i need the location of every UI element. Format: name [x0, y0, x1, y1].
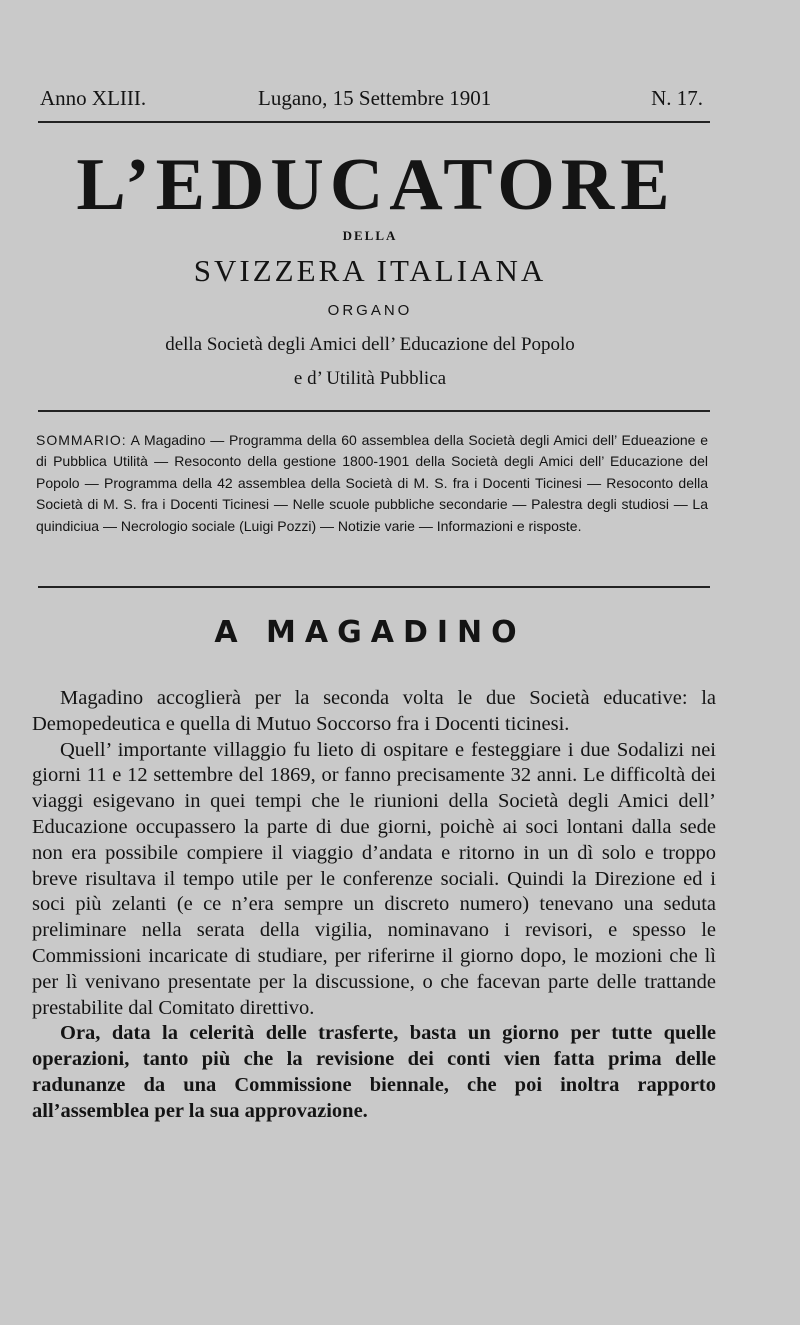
summary-rule [38, 586, 710, 588]
masthead-rule [38, 410, 710, 412]
masthead-society-line1: della Società degli Amici dell’ Educazione del Popolo [165, 334, 575, 355]
article-body [32, 686, 716, 1125]
summary-text: A Magadino — Programma della 60 assemblea della Società degli Amici dell’ Edueazione e di Pubblica Utilità — Resoconto della gestione 1800-1901 della Società degli Amici dell’ Educazione del Popolo — Programma della 42 assemblea della Società di M. S. fra i Docenti Ticinesi — Resoconto della Società di M. S. fra i Docenti Ticinesi — Nelle scuole pubbliche secondarie — Palestra degli studiosi — La quindiciua — Necrologio sociale (Luigi Pozzi) — Notizie varie — Informazioni e risposte. [36, 432, 709, 534]
masthead-society-line2: e d’ Utilità Pubblica [293, 368, 447, 389]
article-title: A MAGADINO [214, 615, 526, 650]
masthead-organo: ORGANO [327, 302, 413, 319]
masthead-title: L’EDUCATORE [76, 144, 676, 226]
issue-year: Anno XLIII. [40, 86, 147, 110]
masthead-region: SVIZZERA ITALIANA [193, 253, 547, 288]
article-paragraph: Quell’ importante villaggio fu lieto di ospitare e festeggiare i due Sodalizi nei giorni 11 e 12 settembre del 1869, or fanno precisamente 32 anni. Le difficoltà dei viaggi esigevano in quei tempi che le riunioni della Società degli Amici dell’ Educazione occupassero la parte di due giorni, poichè ai soci lontani dalla sede non era possibile compiere il viaggio d’andata e ritorno in un dì solo e troppo breve risultava il tempo utile per le conferenze sociali. Quindi la Direzione ed i soci più zelanti (e ce n’era sempre un discreto numero) tenevano una seduta preliminare nella serata della vigilia, nominavano i revisori, e spesso le Commissioni incaricate di studiare, per riferirne il giorno dopo, le mozioni che lì per lì venivano presentate per la discussione, o che facevan parte delle trattande prestabilite dal Comitato direttivo. [32, 738, 716, 1019]
issue-header [40, 86, 705, 116]
issue-place-date: Lugano, 15 Settembre 1901 [258, 86, 492, 110]
header-rule [38, 121, 710, 123]
summary-block [36, 430, 708, 537]
issue-number: N. 17. [651, 86, 703, 110]
article-paragraph: Ora, data la celerità delle trasferte, basta un giorno per tutte quelle operazioni, tanto più che la revisione dei conti vien fatta prima delle radunanze da una Commissione biennale, che poi inoltra rapporto all’assemblea per la sua approvazione. [32, 1022, 716, 1122]
masthead-della: DELLA [342, 228, 398, 243]
summary-label: SOMMARIO: [36, 432, 127, 448]
article-paragraph: Magadino accoglierà per la seconda volta le due Società educative: la Demopedeutica e quella di Mutuo Soccorso fra i Docenti ticinesi. [32, 687, 716, 735]
